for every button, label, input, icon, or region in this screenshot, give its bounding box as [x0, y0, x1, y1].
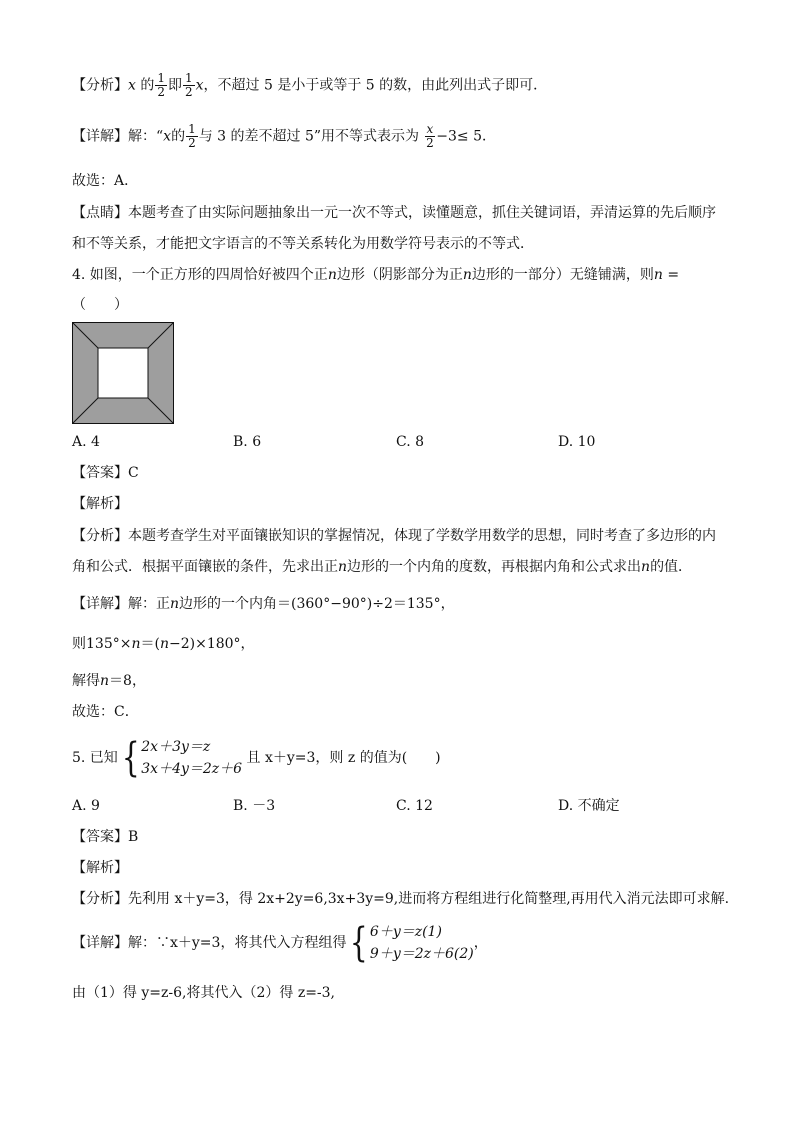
comment-tag: 【点睛】	[72, 205, 128, 221]
q5-detail: 【详解】解：∵x＋y=3，将其代入方程组得{ 6＋y＝z(1) 9＋y＝2z＋6(2) ，	[72, 920, 488, 966]
fraction-one-half: $\frac{1}{2}$	[157, 71, 165, 99]
q4-option-a[interactable]: A. 4	[72, 434, 100, 450]
q4-option-d[interactable]: D. 10	[558, 434, 596, 450]
q5-analysis-tag: 【解析】	[72, 860, 128, 876]
substituted-system: 6＋y＝z(1) 9＋y＝2z＋6(2)	[369, 924, 474, 962]
q3-comment-line2: 和不等关系，才能把文字语言的不等关系转化为用数学符号表示的不等式．	[72, 236, 534, 252]
detail-tag: 【详解】	[72, 128, 128, 145]
fraction-one-half: $\frac{1}{2}$	[185, 71, 193, 99]
q4-option-c[interactable]: C. 8	[396, 434, 425, 450]
q4-analysis-tag: 【解析】	[72, 496, 128, 512]
equation-system: 2x＋3y＝z 3x＋4y＝2z＋6	[141, 739, 243, 777]
q5-option-a[interactable]: A. 9	[72, 798, 100, 814]
fraction-x-over-2: $\frac{x}{2}$	[426, 122, 434, 150]
q5-answer: 【答案】B	[72, 829, 139, 845]
q4-fenxi-line1: 【分析】本题考查学生对平面镶嵌知识的掌握情况，体现了学数学用数学的思想，同时考查了多边形的内	[72, 528, 716, 544]
q3-analysis: 【分析】x 的 $\frac{1}{2}$ 即 $\frac{1}{2}$ x，不超过 5 是小于或等于 5 的数，由此列出式子即可．	[72, 71, 548, 99]
q4-answer: 【答案】C	[72, 465, 139, 481]
inner-square	[98, 348, 148, 398]
q4-option-b[interactable]: B. 6	[233, 434, 262, 450]
q4-fenxi-line2: 角和公式．根据平面镶嵌的条件，先求出正n边形的一个内角的度数，再根据内角和公式求出n的值．	[72, 559, 693, 575]
q4-detail: 【详解】解：正n边形的一个内角＝(360°−90°)÷2＝135°，	[72, 596, 455, 612]
q3-choice: 故选：A．	[72, 173, 139, 189]
q5-stem: 5. 已知{ 2x＋3y＝z 3x＋4y＝2z＋6 且 x＋y=3，则 z 的值为( )	[72, 735, 441, 781]
fraction-one-half: $\frac{1}{2}$	[188, 122, 196, 150]
q3-comment-line1: 【点睛】本题考查了由实际问题抽象出一元一次不等式，读懂题意，抓住关键词语，弄清运算的先后顺序	[72, 205, 716, 221]
square-tiling-figure	[72, 322, 174, 424]
system-brace: {	[121, 735, 140, 781]
q3-detail: 【详解】解：“x的 $\frac{1}{2}$ 与 3 的差不超过 5”用不等式表示为 $\frac{x}{2}$ −3≤ 5．	[72, 122, 497, 150]
analysis-tag: 【分析】	[72, 77, 128, 94]
system-brace: {	[350, 920, 369, 966]
q4-stem-line2: （ ）	[72, 297, 128, 313]
q5-option-b[interactable]: B. －3	[233, 798, 276, 814]
q5-fenxi: 【分析】先利用 x＋y=3，得 2x+2y=6,3x+3y=9,进而将方程组进行化简整理,再用代入消元法即可求解.	[72, 891, 730, 907]
q4-then: 则135°×n＝(n−2)×180°，	[72, 636, 255, 652]
q4-solve: 解得n＝8，	[72, 673, 146, 689]
q5-last-line: 由（1）得 y=z-6,将其代入（2）得 z=-3,	[72, 985, 336, 1001]
q5-option-c[interactable]: C. 12	[396, 798, 433, 814]
q5-option-d[interactable]: D. 不确定	[558, 798, 620, 814]
q4-choice: 故选：C．	[72, 704, 139, 720]
q4-stem-line1: 4. 如图，一个正方形的四周恰好被四个正n边形（阴影部分为正n边形的一部分）无缝铺满，则n =	[72, 267, 680, 283]
